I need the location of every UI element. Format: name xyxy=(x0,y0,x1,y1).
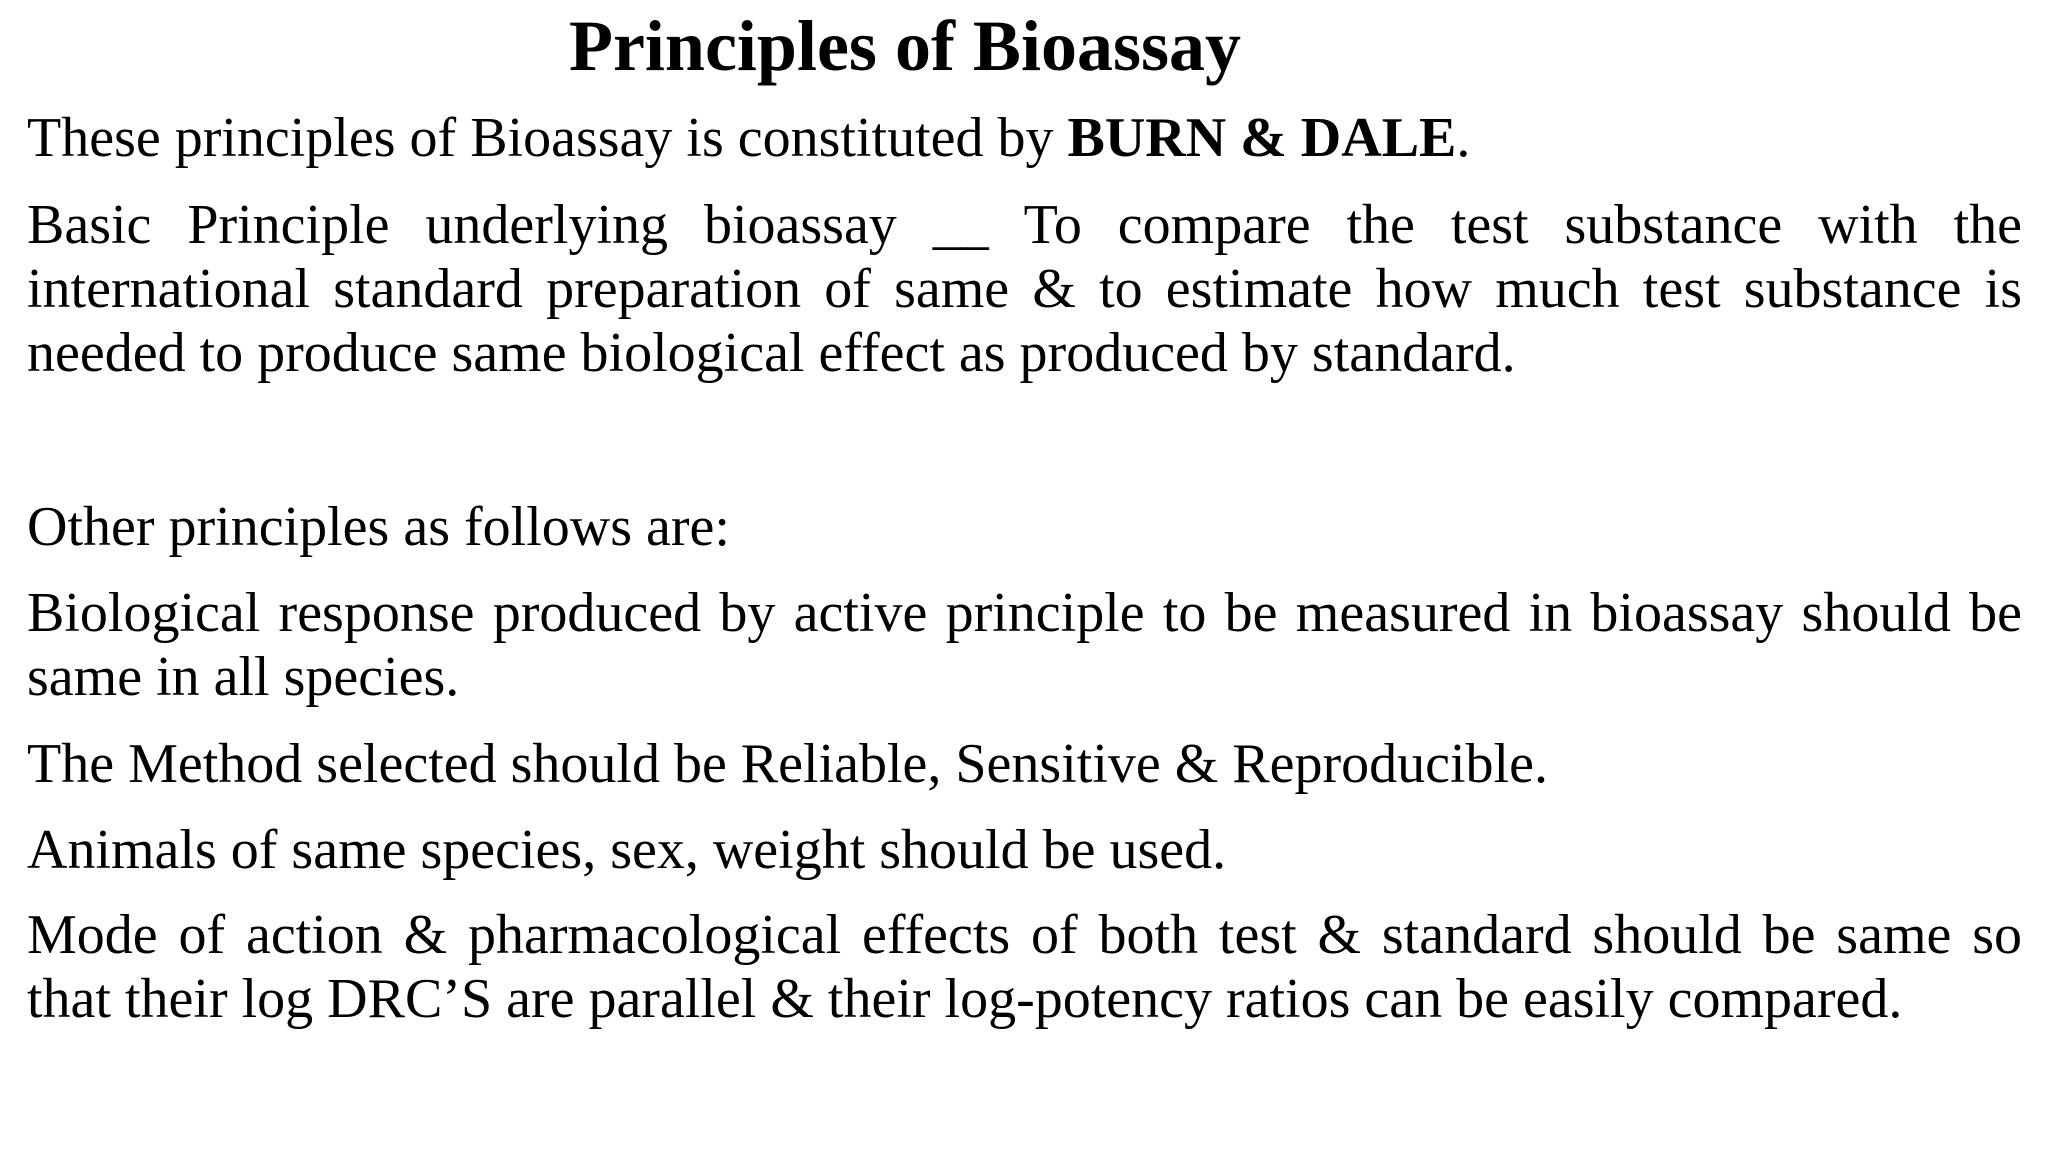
principle-item: Animals of same species, sex, weight should be used. xyxy=(27,819,1227,881)
authors-name: BURN & DALE xyxy=(1067,107,1457,169)
slide-title: Principles of Bioassay xyxy=(568,6,1241,86)
intro-period: . xyxy=(1456,107,1471,169)
basic-principle-paragraph: Basic Principle underlying bioassay __ To compare the test substance with the international standard preparation of same & to estimate how much test substance is needed to produce same biological effect as produced by standard. xyxy=(27,194,2022,384)
other-principles-heading: Other principles as follows are: xyxy=(27,496,730,558)
intro-text: These principles of Bioassay is constituted by xyxy=(27,107,1068,169)
intro-paragraph xyxy=(27,106,2022,170)
principle-item: The Method selected should be Reliable, Sensitive & Reproducible. xyxy=(27,733,1548,795)
principle-item: Mode of action & pharmacological effects of both test & standard should be same so that their log DRC’S are parallel & their log-potency ratios can be easily compared. xyxy=(27,904,2022,1030)
principle-item: Biological response produced by active principle to be measured in bioassay should be same in all species. xyxy=(27,582,2022,708)
